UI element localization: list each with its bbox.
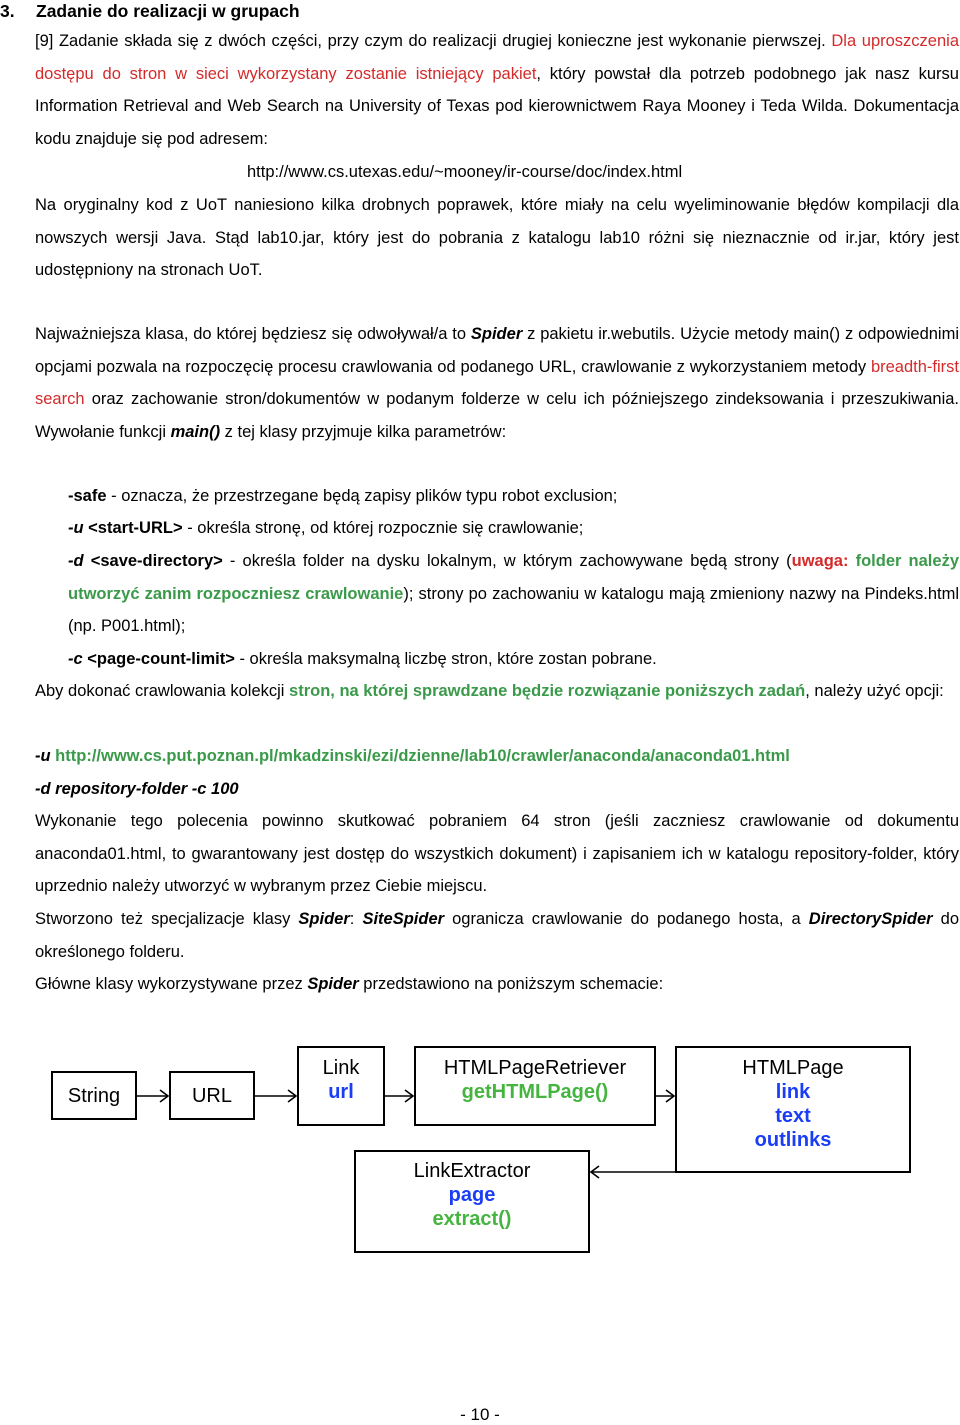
paragraph-result: Wykonanie tego polecenia powinno skutkować pobraniem 64 stron (jeśli zaczniesz crawlowanie od dokumentu anaconda01.html, to gwarantowany jest dostęp do wszystkich dokument) i zapisaniem ich w katalogu repository-folder, który uprzednio należy utworzyć w wybranym przez Ciebie miejscu. [35, 812, 959, 896]
paragraph-specializations: Stworzono też specjalizacje klasy Spider: SiteSpider ogranicza crawlowanie do podanego hosta, a DirectorySpider do określonego folderu. [35, 910, 960, 961]
option-c: -c <page-count-limit> - określa maksymalną liczbę stron, które zostan pobrane. [68, 650, 657, 668]
diagram-box-htmlpageretriever: HTMLPageRetriever getHTMLPage() [414, 1046, 656, 1126]
page-number: - 10 - [460, 1405, 500, 1424]
option-u: -u <start-URL> - określa stronę, od której rozpocznie się crawlowanie; [68, 519, 584, 537]
option-safe: -safe - oznacza, że przestrzegane będą zapisy plików typu robot exclusion; [68, 487, 618, 505]
section-number: 3. [0, 1, 15, 21]
documentation-url: http://www.cs.utexas.edu/~mooney/ir-course/doc/index.html [247, 163, 683, 181]
paragraph-intro: [9] Zadanie składa się z dwóch części, przy czym do realizacji drugiej konieczne jest wykonanie pierwszej. Dla uproszczenia dostępu do stron w sieci wykorzystany zostanie istniejący pakiet, który powstał dla potrzeb podobnego jak nasz kursu Information Retrieval and Web Search na University of Texas pod kierownictwem Raya Mooney i Teda Wilda. Dokumentacja kodu znajduje się pod adresem: [35, 32, 959, 148]
command-line-options: -d repository-folder -c 100 [35, 780, 239, 798]
paragraph-spider: Najważniejsza klasa, do której będziesz się odwoływał/a to Spider z pakietu ir.webutils. Użycie metody main() z odpowiednimi opcjami pozwala na rozpoczęcię procesu crawlowania od podanego URL, crawlowanie z wykorzystaniem metody breadth-first search oraz zachowanie stron/dokumentów w podanym folderze w celu ich późniejszego zindeksowania i przeszukiwania. Wywołanie funkcji main() z tej klasy przyjmuje kilka parametrów: [35, 325, 960, 441]
paragraph-modifications: Na oryginalny kod z UoT naniesiono kilka drobnych poprawek, które miały na celu wyeliminowanie błędów kompilacji dla nowszych wersji Java. Stąd lab10.jar, który jest do pobrania z katalogu lab10 różni się nieznacznie od ir.jar, który jest udostępniony na stronach UoT. [35, 196, 959, 280]
diagram-box-linkextractor: LinkExtractor page extract() [354, 1150, 590, 1253]
section-title: Zadanie do realizacji w grupach [36, 1, 300, 21]
command-line-url: -u http://www.cs.put.poznan.pl/mkadzinski/ezi/dzienne/lab10/crawler/anaconda/anaconda01.html [35, 747, 790, 765]
diagram-box-link: Link url [297, 1046, 385, 1126]
diagram-box-string: String [51, 1071, 137, 1120]
diagram-box-url: URL [169, 1071, 255, 1120]
paragraph-crawl-collection: Aby dokonać crawlowania kolekcji stron, na której sprawdzane będzie rozwiązanie poniższych zadań, należy użyć opcji: [35, 682, 944, 700]
option-d: -d <save-directory> - określa folder na dysku lokalnym, w którym zachowywane będą strony (uwaga: folder należy utworzyć zanim rozpoczniesz crawlowanie); strony po zachowaniu w katalogu mają zmieniony nazwy na Pindeks.html (np. P001.html); [68, 552, 959, 636]
diagram-box-htmlpage: HTMLPage link text outlinks [675, 1046, 911, 1173]
paragraph-diagram-intro: Główne klasy wykorzystywane przez Spider przedstawiono na poniższym schemacie: [35, 975, 664, 993]
